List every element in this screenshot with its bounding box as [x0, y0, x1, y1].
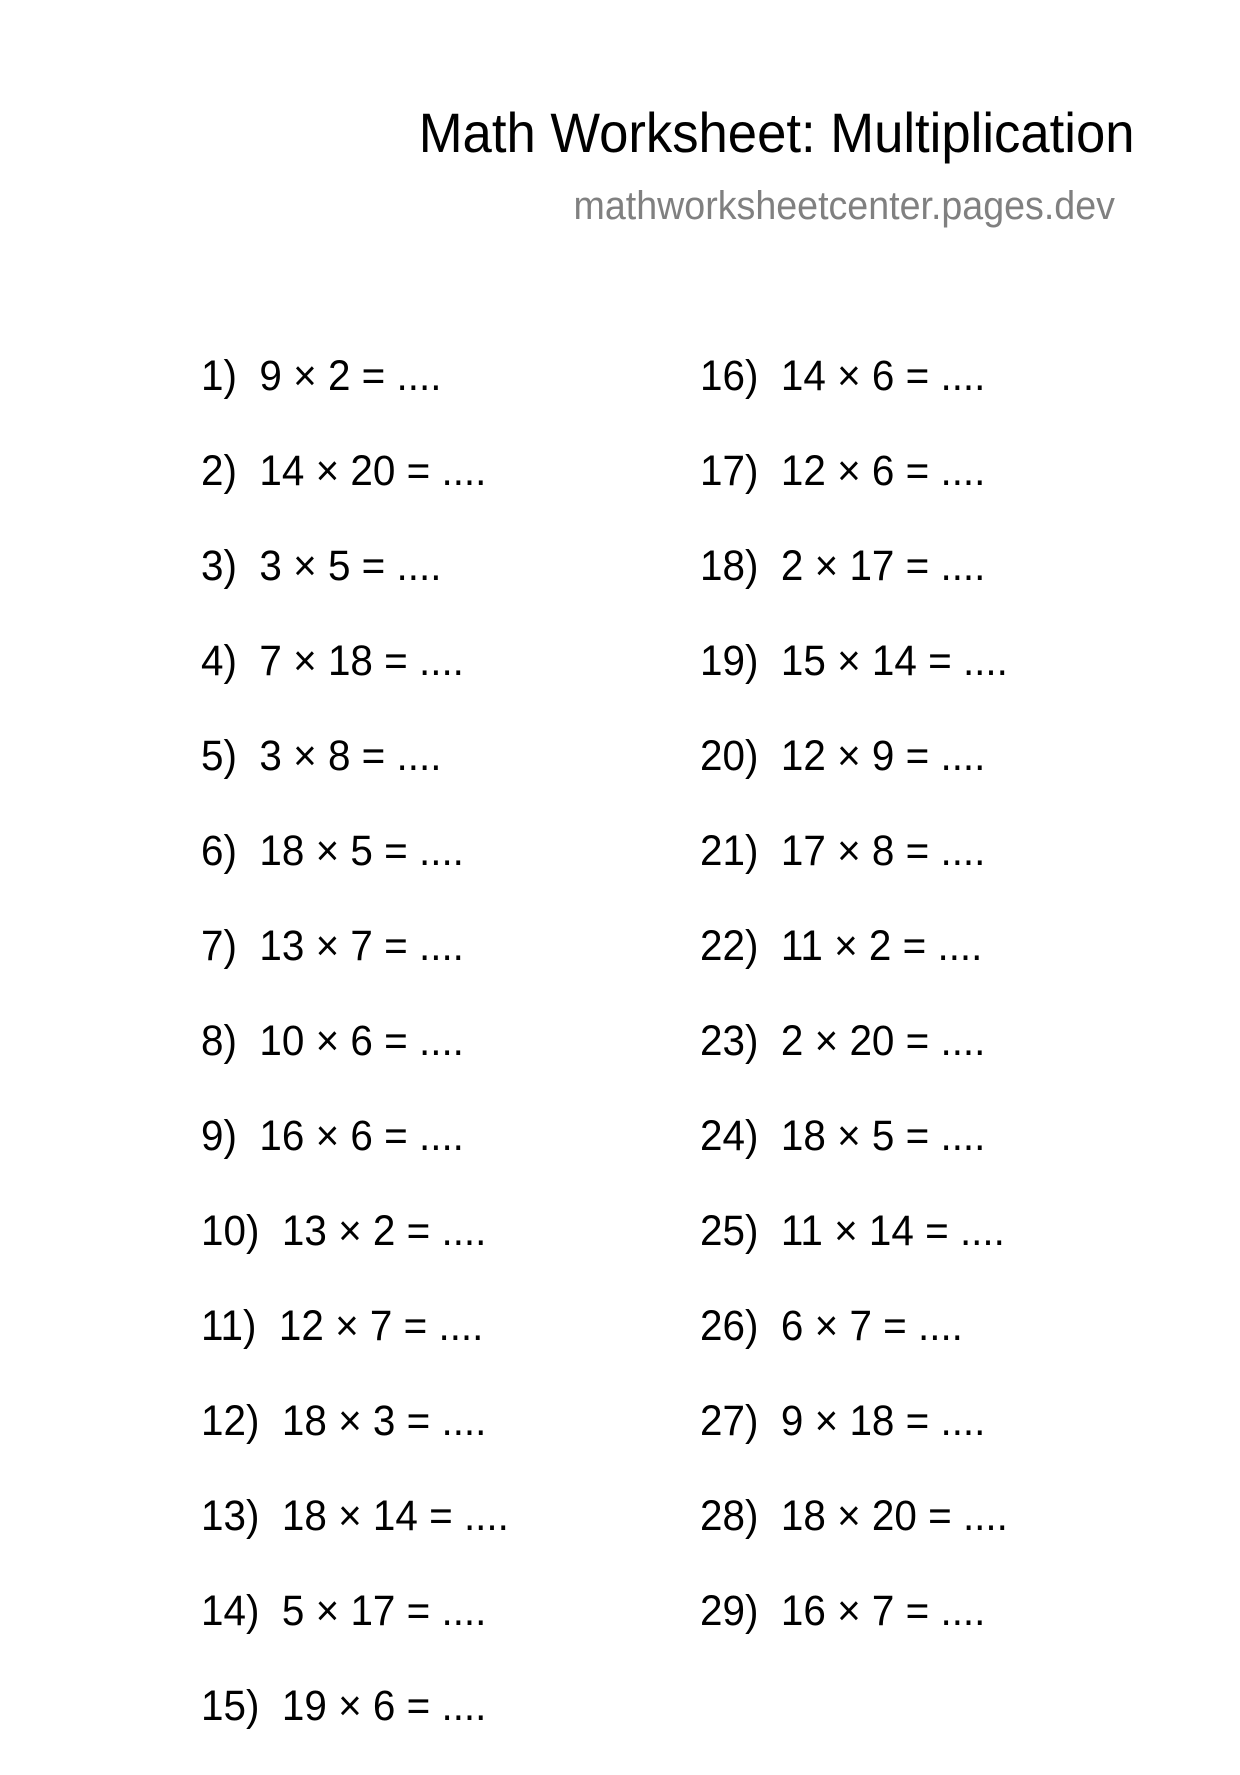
problem-item	[201, 1490, 509, 1585]
problem-number: 8)	[201, 1017, 237, 1065]
problem-item	[700, 1110, 1008, 1205]
problem-item	[700, 1300, 1008, 1395]
problem-spacer	[758, 1397, 780, 1445]
problem-number: 26)	[700, 1302, 759, 1350]
problem-number: 19)	[700, 637, 759, 685]
problem-number: 10)	[201, 1207, 260, 1255]
problem-spacer	[259, 1207, 281, 1255]
problem-number: 21)	[700, 827, 759, 875]
problem-expression: 3 × 8 = ....	[259, 732, 442, 780]
problem-spacer	[259, 1397, 281, 1445]
problem-number: 14)	[201, 1587, 260, 1635]
problem-spacer	[237, 542, 259, 590]
problem-item	[201, 540, 509, 635]
problem-expression: 18 × 14 = ....	[281, 1492, 509, 1540]
problem-number: 13)	[201, 1492, 260, 1540]
problem-expression: 18 × 5 = ....	[780, 1112, 986, 1160]
problem-number: 9)	[201, 1112, 237, 1160]
problem-spacer	[758, 1207, 780, 1255]
problem-number: 23)	[700, 1017, 759, 1065]
problem-number: 11)	[201, 1302, 257, 1350]
problem-spacer	[758, 1302, 780, 1350]
problem-item	[201, 445, 509, 540]
problem-number: 16)	[700, 352, 759, 400]
problem-item	[700, 1395, 1008, 1490]
problem-number: 15)	[201, 1682, 260, 1730]
problem-spacer	[259, 1682, 281, 1730]
problem-number: 27)	[700, 1397, 759, 1445]
problem-column-left	[201, 350, 529, 1775]
problem-item	[700, 920, 1008, 1015]
problem-spacer	[237, 1112, 259, 1160]
problem-item	[700, 1490, 1008, 1585]
problem-expression: 3 × 5 = ....	[259, 542, 442, 590]
problem-expression: 7 × 18 = ....	[259, 637, 464, 685]
problem-expression: 11 × 14 = ....	[780, 1207, 1005, 1255]
problem-item	[700, 825, 1008, 920]
problem-expression: 12 × 9 = ....	[780, 732, 986, 780]
problem-item	[201, 1585, 509, 1680]
problem-expression: 2 × 20 = ....	[780, 1017, 986, 1065]
problem-expression: 19 × 6 = ....	[281, 1682, 487, 1730]
problem-spacer	[758, 1112, 780, 1160]
problem-number: 6)	[201, 827, 237, 875]
problem-expression: 14 × 20 = ....	[259, 447, 487, 495]
problem-spacer	[237, 1017, 259, 1065]
problem-expression: 13 × 2 = ....	[281, 1207, 487, 1255]
problem-expression: 17 × 8 = ....	[780, 827, 986, 875]
problem-expression: 14 × 6 = ....	[780, 352, 986, 400]
problem-spacer	[758, 827, 780, 875]
problem-spacer	[758, 922, 780, 970]
problem-spacer	[259, 1492, 281, 1540]
problem-number: 28)	[700, 1492, 759, 1540]
problem-item	[201, 730, 509, 825]
problem-item	[201, 1110, 509, 1205]
problem-item	[201, 635, 509, 730]
problem-expression: 12 × 7 = ....	[278, 1302, 484, 1350]
problem-spacer	[259, 1587, 281, 1635]
problem-spacer	[237, 352, 259, 400]
problem-spacer	[758, 732, 780, 780]
problem-number: 24)	[700, 1112, 759, 1160]
problem-spacer	[256, 1302, 278, 1350]
problem-number: 4)	[201, 637, 237, 685]
problem-number: 3)	[201, 542, 237, 590]
problem-spacer	[237, 732, 259, 780]
problem-number: 25)	[700, 1207, 759, 1255]
problem-spacer	[237, 827, 259, 875]
problem-expression: 15 × 14 = ....	[780, 637, 1008, 685]
problem-spacer	[237, 922, 259, 970]
problem-expression: 6 × 7 = ....	[780, 1302, 963, 1350]
problem-spacer	[758, 1017, 780, 1065]
problem-item	[201, 1015, 509, 1110]
problem-expression: 16 × 6 = ....	[259, 1112, 464, 1160]
problem-column-right	[700, 350, 1028, 1680]
problem-item	[700, 730, 1008, 825]
problem-number: 7)	[201, 922, 237, 970]
problem-item	[201, 1680, 509, 1775]
problem-item	[700, 1205, 1008, 1300]
problem-number: 5)	[201, 732, 237, 780]
problem-number: 18)	[700, 542, 759, 590]
problem-expression: 16 × 7 = ....	[780, 1587, 986, 1635]
problem-spacer	[758, 1492, 780, 1540]
problem-item	[700, 540, 1008, 635]
problem-number: 22)	[700, 922, 759, 970]
problem-spacer	[237, 637, 259, 685]
problem-expression: 13 × 7 = ....	[259, 922, 464, 970]
problem-item	[700, 445, 1008, 540]
worksheet-title: Math Worksheet: Multiplication	[418, 101, 1134, 164]
problem-item	[201, 825, 509, 920]
problem-item	[201, 350, 509, 445]
problem-expression: 2 × 17 = ....	[780, 542, 986, 590]
problem-expression: 18 × 5 = ....	[259, 827, 464, 875]
problem-spacer	[758, 637, 780, 685]
problem-expression: 18 × 20 = ....	[780, 1492, 1008, 1540]
problem-item	[700, 350, 1008, 445]
problem-item	[700, 1015, 1008, 1110]
worksheet-source-url: mathworksheetcenter.pages.dev	[573, 184, 1115, 228]
problem-expression: 9 × 18 = ....	[780, 1397, 986, 1445]
problem-expression: 5 × 17 = ....	[281, 1587, 487, 1635]
problem-spacer	[758, 542, 780, 590]
problem-expression: 9 × 2 = ....	[259, 352, 442, 400]
problem-spacer	[758, 352, 780, 400]
problem-item	[201, 920, 509, 1015]
problem-item	[201, 1205, 509, 1300]
problem-spacer	[758, 447, 780, 495]
problem-number: 20)	[700, 732, 759, 780]
problem-expression: 18 × 3 = ....	[281, 1397, 487, 1445]
problem-number: 29)	[700, 1587, 759, 1635]
problem-item	[201, 1300, 509, 1395]
problem-number: 17)	[700, 447, 759, 495]
problem-spacer	[758, 1587, 780, 1635]
problem-expression: 12 × 6 = ....	[780, 447, 986, 495]
problem-item	[700, 635, 1008, 730]
problem-number: 1)	[201, 352, 237, 400]
problem-expression: 11 × 2 = ....	[780, 922, 983, 970]
problem-item	[201, 1395, 509, 1490]
problem-item	[700, 1585, 1008, 1680]
problem-expression: 10 × 6 = ....	[259, 1017, 464, 1065]
problem-number: 12)	[201, 1397, 260, 1445]
problem-number: 2)	[201, 447, 237, 495]
problem-spacer	[237, 447, 259, 495]
